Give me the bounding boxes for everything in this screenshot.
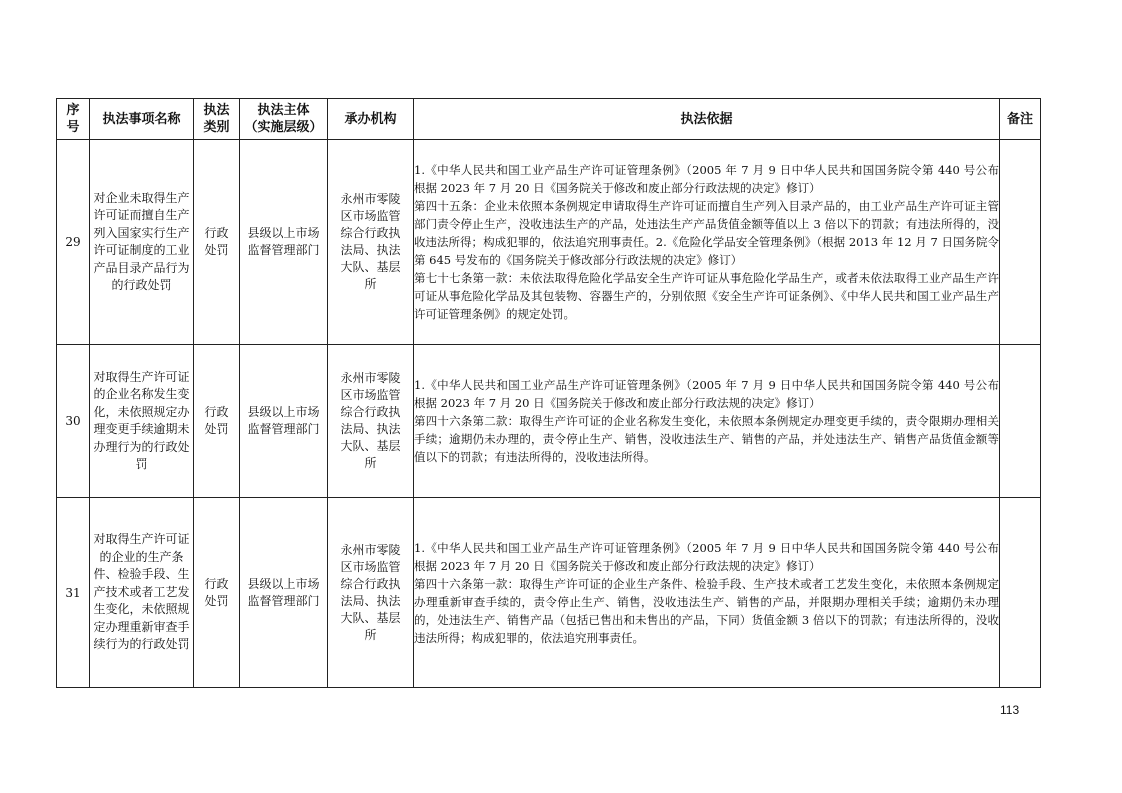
- header-name: 执法事项名称: [90, 99, 194, 140]
- row-seq: 30: [57, 345, 90, 498]
- row-subject: 县级以上市场监督管理部门: [240, 140, 328, 345]
- row-item-name: 对取得生产许可证的企业名称发生变化，未依照规定办理变更手续逾期未办理行为的行政处罚: [90, 345, 194, 498]
- basis-paragraph: 1.《中华人民共和国工业产品生产许可证管理条例》（2005 年 7 月 9 日中华人民共和国国务院令第 440 号公布 根据 2023 年 7 月 20 日《国务院关于修改和废止部分行政法规的决定》修订）: [414, 540, 1011, 573]
- row-item-name: 对企业未取得生产许可证而擅自生产列入国家实行生产许可证制度的工业产品目录产品行为的行政处罚: [90, 140, 194, 345]
- basis-paragraph: 第四十六条第一款：取得生产许可证的企业生产条件、检验手段、生产技术或者工艺发生变化，未依照本条例规定办理重新审查手续的，责令停止生产、销售，没收违法生产、销售的产品，并限期办理相关手续；逾期仍未办理的，处违法生产、销售产品（包括已售出和未售出的产品，下同）货值金额 3 倍以下的罚款；有违法所得的，没收违法所得；构成犯罪的，依法追究刑事责任。: [414, 576, 999, 645]
- row-org: 永州市零陵区市场监管综合行政执法局、执法大队、基层所: [328, 498, 414, 688]
- table-row: [57, 498, 1041, 688]
- table-row: [57, 140, 1041, 345]
- row-type: 行政处罚: [194, 345, 240, 498]
- header-basis: 执法依据: [414, 99, 1000, 140]
- basis-paragraph: 第四十六条第二款：取得生产许可证的企业名称发生变化，未依照本条例规定办理变更手续的，责令限期办理相关手续；逾期仍未办理的，责令停止生产、销售，没收违法生产、销售的产品，并处违法生产、销售产品货值金额等值以下的罚款；有违法所得的，没收违法所得。: [414, 414, 999, 464]
- header-subject-line1: 执法主体: [257, 103, 310, 118]
- page-number: 113: [1000, 703, 1020, 717]
- header-seq: 序号: [57, 99, 90, 140]
- row-remark: [1000, 345, 1041, 498]
- row-seq: 29: [57, 140, 90, 345]
- row-subject: 县级以上市场监督管理部门: [240, 498, 328, 688]
- basis-paragraph: 1.《中华人民共和国工业产品生产许可证管理条例》（2005 年 7 月 9 日中华人民共和国国务院令第 440 号公布 根据 2023 年 7 月 20 日《国务院关于修改和废止部分行政法规的决定》修订）: [414, 378, 1011, 410]
- header-type: 执法类别: [194, 99, 240, 140]
- row-subject: 县级以上市场监督管理部门: [240, 345, 328, 498]
- header-subject: [240, 99, 328, 140]
- row-type: 行政处罚: [194, 498, 240, 688]
- row-remark: [1000, 498, 1041, 688]
- basis-paragraph: 1.《中华人民共和国工业产品生产许可证管理条例》（2005 年 7 月 9 日中华人民共和国国务院令第 440 号公布 根据 2023 年 7 月 20 日《国务院关于修改和废止部分行政法规的决定》修订）: [414, 163, 1011, 195]
- row-type: 行政处罚: [194, 140, 240, 345]
- row-seq: 31: [57, 498, 90, 688]
- row-item-name: 对取得生产许可证的企业的生产条件、检验手段、生产技术或者工艺发生变化，未依照规定办理重新审查手续行为的行政处罚: [90, 498, 194, 688]
- row-org: 永州市零陵区市场监管综合行政执法局、执法大队、基层所: [328, 345, 414, 498]
- table-header-row: [57, 99, 1041, 140]
- table-row: [57, 345, 1041, 498]
- basis-paragraph: 第七十七条第一款：未依法取得危险化学品安全生产许可证从事危险化学品生产，或者未依法取得工业产品生产许可证从事危险化学品及其包装物、容器生产的，分别依照《安全生产许可证条例》、《中华人民共和国工业产品生产许可证管理条例》的规定处罚。: [414, 271, 999, 321]
- row-basis: [414, 345, 1011, 498]
- header-org: 承办机构: [328, 99, 414, 140]
- header-remark: 备注: [1000, 99, 1041, 140]
- row-org: 永州市零陵区市场监管综合行政执法局、执法大队、基层所: [328, 140, 414, 345]
- basis-paragraph: 第四十五条：企业未依照本条例规定申请取得生产许可证而擅自生产列入目录产品的，由工业产品生产许可证主管部门责令停止生产，没收违法生产的产品，处违法生产产品货值金额等值以上 3 倍以下的罚款；有违法所得的，没收违法所得；构成犯罪的，依法追究刑事责任。2.《危险化学品安全管理条例》（根据 2013 年 12 月 7 日国务院令第 645 号发布的《国务院关于修改部分行政法规的决定》修订）: [414, 199, 999, 267]
- row-basis: [414, 140, 1011, 345]
- row-basis: [414, 498, 1011, 688]
- enforcement-items-table: [56, 98, 1041, 688]
- header-subject-line2: （实施层级）: [244, 120, 323, 135]
